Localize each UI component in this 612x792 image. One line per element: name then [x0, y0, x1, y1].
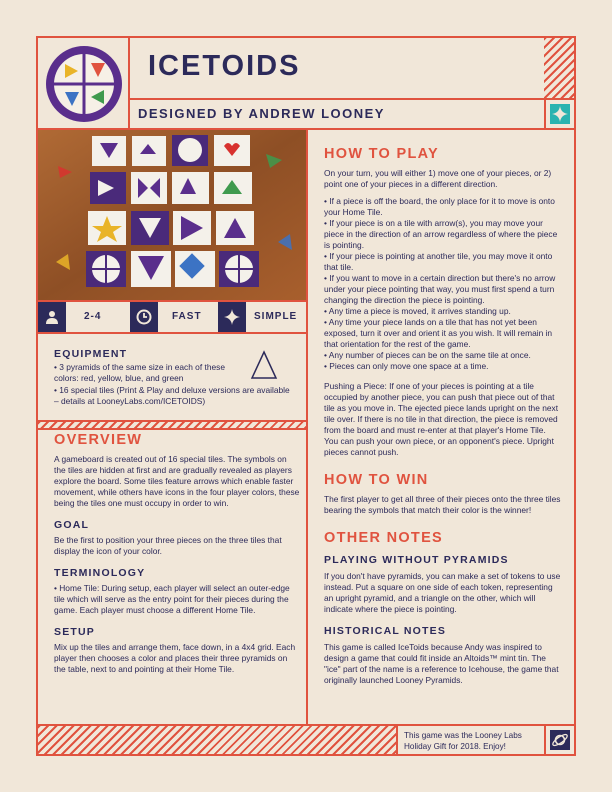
top-hatch-decoration [544, 38, 574, 98]
gift-note: This game was the Looney Labs Holiday Gift for 2018. Enjoy! [396, 724, 544, 754]
rule-item: • Any time your piece lands on a tile that has not yet been exposed, turn it over and orient it as you wish. It will remain in that orientation for the rest of the game. [324, 317, 553, 349]
stats-bar [38, 300, 306, 334]
historical-notes-heading: HISTORICAL NOTES [324, 625, 447, 637]
setup-heading: SETUP [54, 626, 96, 638]
game-board-photo [38, 130, 306, 300]
right-column [324, 146, 562, 686]
time-badge [130, 302, 158, 332]
person-icon [45, 310, 59, 324]
no-pyramids-text: If you don't have pyramids, you can make a set of tokens to use instead. Put a square on one side of each token, representing an upright pyramid, and a triangle on the other, which will indicate where the piece is pointing. [324, 571, 561, 614]
rule-item: • Pieces can only move one space at a time. [324, 361, 489, 371]
equipment-heading: EQUIPMENT [54, 348, 128, 360]
historical-notes-text: This game is called IceToids because Andy was inspired to design a game that could fit inside an Altoids™ mint tin. The "ice" part of the name is a reference to Icehouse, the game that originally launched Looney Pyramids. [324, 642, 559, 685]
star-diamond-icon [224, 309, 240, 325]
how-to-win-text: The first player to get all three of their pieces onto the three tiles bearing the symbols that match their color is the winner! [324, 494, 561, 515]
rule-item: • If your piece is pointing at another tile, you may move it onto that tile. [324, 251, 553, 272]
terminology-text: • Home Tile: During setup, each player will select an outer-edge tile which will serve as the entry point for their pieces during the game. Each player must choose a different Home Tile. [54, 583, 290, 615]
rule-item: • If your piece is on a tile with arrow(s), you may move your piece in the direction of an arrow regardless of where the piece is pointing. [324, 218, 558, 250]
speed-label: FAST [172, 311, 202, 322]
column-divider [306, 130, 308, 724]
equipment-item: • 3 pyramids of the same size in each of these colors: red, yellow, blue, and green [54, 362, 225, 383]
no-pyramids-heading: PLAYING WITHOUT PYRAMIDS [324, 554, 509, 566]
rule-item: • If a piece is off the board, the only place for it to move is onto your Home Tile. [324, 196, 555, 217]
players-badge [38, 302, 66, 332]
complexity-badge [218, 302, 246, 332]
triangle-icon [250, 350, 278, 380]
goal-text: Be the first to position your three pieces on the three tiles that display the icon of your color. [54, 535, 282, 556]
overview-section [54, 432, 300, 675]
equipment-section [38, 334, 306, 420]
diamond-icon [550, 104, 570, 124]
complexity-label: SIMPLE [254, 311, 298, 322]
rule-item: • If you want to move in a certain direction but there's no arrow under your piece pointing that way, you must first spend a turn changing the direction the piece is pointing. [324, 273, 556, 305]
board-illustration [38, 130, 306, 300]
page-title: ICETOIDS [148, 50, 301, 82]
clock-icon [136, 309, 152, 325]
designer-credit: DESIGNED BY ANDREW LOONEY [138, 106, 385, 121]
logo-box [38, 38, 130, 130]
goal-heading: GOAL [54, 519, 90, 531]
terminology-heading: TERMINOLOGY [54, 567, 146, 579]
rule-item: • Any number of pieces can be on the same tile at once. [324, 350, 531, 360]
planet-icon [550, 730, 570, 750]
diamond-badge [544, 98, 576, 130]
how-to-play-intro: On your turn, you will either 1) move one of your pieces, or 2) point one of your pieces in a different direction. [324, 168, 552, 189]
bottom-hatch-decoration [38, 724, 396, 754]
setup-text: Mix up the tiles and arrange them, face down, in a 4x4 grid. Each player then chooses a color and places their three pyramids on the table, next to and pointing at their Home Tile. [54, 642, 296, 674]
overview-text: A gameboard is created out of 16 special tiles. The symbols on the tiles are hidden at first and are gradually revealed as players explore the board. Some tiles feature arrows which enable faster movement, while others have icons in the four player colors, these being the tiles one must occupy in order to win. [54, 454, 300, 508]
planet-badge [544, 724, 574, 754]
players-count: 2-4 [84, 311, 102, 322]
other-notes-heading: OTHER NOTES [324, 530, 444, 546]
rule-item: • Any time a piece is moved, it arrives standing up. [324, 306, 511, 316]
pushing-text: Pushing a Piece: If one of your pieces is pointing at a tile occupied by another piece, you can push that piece out of that tile as you move in. The ejected piece lands upright on the next tile over. If there is no tile in that direction, the piece is removed from the board and must re-enter at that player's Home Tile. You can push your own piece, or an opponent's piece. Upright pieces cannot push. [324, 381, 559, 457]
overview-heading: OVERVIEW [54, 432, 143, 448]
logo-compass-icon [38, 38, 128, 128]
how-to-win-heading: HOW TO WIN [324, 472, 429, 488]
section-separator [38, 420, 306, 430]
how-to-play-heading: HOW TO PLAY [324, 146, 440, 162]
equipment-item: • 16 special tiles (Print & Play and deluxe versions are available – details at LooneyLabs.com/ICETOIDS) [54, 385, 290, 406]
